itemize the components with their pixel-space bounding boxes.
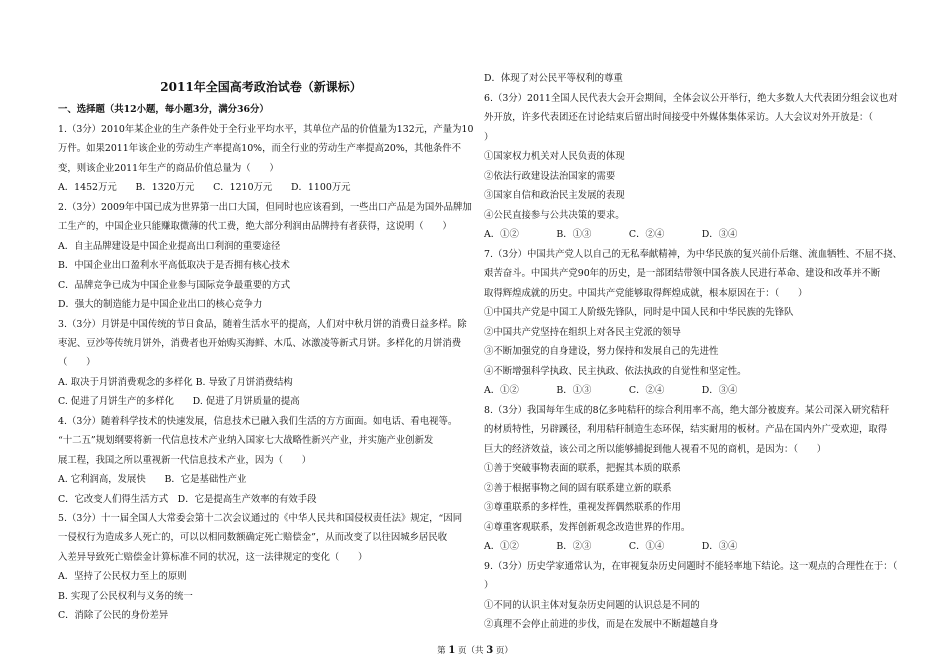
text-line: 的材质特性，另辟蹊径，利用秸秆制造生态环保，结实耐用的板材。产品在国内外广受欢迎，取得 (484, 424, 888, 435)
text-line: ③国家自信和政治民主发展的表现 (484, 190, 625, 201)
footer-suffix: 页（共 (457, 646, 484, 656)
text-line: 工生产的，中国企业只能赚取微薄的代工费，绝大部分利润由品牌持有者获得，这说明（ ） (58, 221, 452, 233)
text-line: ） (484, 580, 494, 591)
text-line: B．中国企业出口盈利水平高低取决于是否拥有核心技术 (58, 260, 290, 272)
text-line: A. 它利润高，发展快 B．它是基础性产业 (58, 474, 247, 486)
text-line: ②善于根据事物之间的固有联系建立新的联系 (484, 482, 672, 494)
text-line: C．品牌竞争已成为中国企业参与国际竞争最重要的方式 (58, 279, 291, 291)
text-line: 变，则该企业2011年生产的商品价值总量为（ ） (58, 162, 279, 174)
text-line: 7.（3分）中国共产党人以自己的无私奉献精神，为中华民族的复兴前仆后继、流血牺牲、不屈不挠、 (484, 248, 903, 260)
text-line: ④尊重客观联系，发挥创新观念改造世界的作用。 (484, 521, 691, 533)
footer-prefix: 第 (437, 646, 446, 656)
text-line: A．自主品牌建设是中国企业提高出口利润的重要途径 (58, 240, 281, 252)
text-line: ） (484, 131, 494, 143)
text-line: （ ） (58, 357, 96, 369)
text-line: C．消除了公民的身份差异 (58, 610, 169, 622)
text-line: 1.（3分）2010年某企业的生产条件处于全行业平均水平，其单位产品的价值量为132元，产量为10 (58, 124, 474, 135)
text-line: 入差异导致死亡赔偿金计算标准不同的状况，这一法律规定的变化（ ） (58, 551, 368, 563)
page-footer (0, 646, 950, 656)
text-line: ②真理不会停止前进的步伐，而是在发展中不断超越自身 (484, 619, 719, 630)
footer-end: 页） (495, 646, 513, 656)
text-line: ①不同的认识主体对复杂历史问题的认识总是不同的 (484, 599, 700, 611)
text-line: ①中国共产党是中国工人阶级先锋队，同时是中国人民和中华民族的先锋队 (484, 307, 794, 318)
footer-total-pages: 3 (486, 645, 494, 656)
text-line: A．①② B．①③ C．②④ D．③④ (484, 385, 738, 396)
text-line: D．体现了对公民平等权利的尊重 (484, 73, 623, 84)
footer-page-number: 1 (448, 645, 456, 656)
text-line: B. 实现了公民权利与义务的统一 (58, 590, 193, 602)
text-line: 9.（3分）历史学家通常认为，在审视复杂历史问题时不能轻率地下结论。这一观点的合理性在于：（ (484, 560, 898, 572)
text-line: 一侵权行为造成多人死亡的，可以以相同数额确定死亡赔偿金”，从而改变了以往因城乡居民收 (58, 532, 448, 544)
text-line: A．①② B．②③ C．①④ D．③④ (484, 541, 738, 552)
text-line: 艰苦奋斗。中国共产党90年的历史，是一部团结带领中国各族人民进行革命、建设和改革并不断 (484, 268, 881, 279)
text-line: ①国家权力机关对人民负责的体现 (484, 151, 625, 162)
text-line: C. 促进了月饼生产的多样化 D. 促进了月饼质量的提高 (58, 396, 300, 408)
text-line: 外开放，许多代表团还在讨论结束后留出时间接受中外媒体集体采访。人大会议对外开放是：（ (484, 112, 874, 123)
text-line: 取得辉煌成就的历史。中国共产党能够取得辉煌成就，根本原因在于：（ ） (484, 287, 808, 299)
text-line: 8.（3分）我国每年生成的8亿多吨秸秆的综合利用率不高，绝大部分被废弃。某公司深入研究秸秆 (484, 404, 890, 416)
text-line: 展工程，我国之所以重视新一代信息技术产业，因为（ ） (58, 454, 312, 466)
text-line: C．它改变人们得生活方式 D．它是提高生产效率的有效手段 (58, 493, 317, 505)
text-line: ③不断加强党的自身建设，努力保持和发展自己的先进性 (484, 346, 719, 357)
text-line: D．强大的制造能力是中国企业出口的核心竞争力 (58, 299, 263, 311)
text-line: ①善于突破事物表面的联系，把握其本质的联系 (484, 463, 681, 474)
text-line: ④公民直接参与公共决策的要求。 (484, 209, 625, 221)
text-line: A．①② B．①③ C．②④ D．③④ (484, 229, 738, 240)
text-line: A．坚持了公民权力至上的原则 (58, 571, 187, 583)
text-line: 2.（3分）2009年中国已成为世界第一出口大国，但同时也应该看到，一些出口产品是为国外品牌加 (58, 201, 472, 213)
text-line: 3.（3分）月饼是中国传统的节日食品，随着生活水平的提高，人们对中秋月饼的消费日益多样。除 (58, 318, 467, 330)
text-line: “十二五”规划纲要将新一代信息技术产业纳入国家七大战略性新兴产业，并实施产业创新发 (58, 435, 434, 447)
text-line: ③尊重联系的多样性，重视发挥偶然联系的作用 (484, 502, 681, 513)
text-line: ②依法行政建设法治国家的需要 (484, 170, 616, 182)
page-title: 2011年全国高考政治试卷（新课标） (160, 80, 362, 94)
text-line: ②中国共产党坚持在组织上对各民主党派的领导 (484, 326, 681, 338)
text-line: 5.（3分）十一届全国人大常委会第十二次会议通过的《中华人民共和国侵权责任法》规定，“因同 (58, 513, 463, 524)
text-line: A．1452万元 B．1320万元 C．1210万元 D．1100万元 (58, 182, 351, 194)
text-line: 6.（3分）2011全国人民代表大会开会期间，全体会议公开举行，绝大多数人大代表团分组会议也对 (484, 92, 898, 104)
text-line: 4.（3分）随着科学技术的快速发展，信息技术已融入我们生活的方方面面。如电话、看电视等。 (58, 415, 458, 427)
text-line: 万件。如果2011年该企业的劳动生产率提高10%，而全行业的劳动生产率提高20%，其他条件不 (58, 143, 462, 155)
text-line: A. 取决于月饼消费观念的多样化 B. 导致了月饼消费结构 (58, 376, 293, 388)
text-line: ④不断增强科学执政、民主执政、依法执政的自觉性和坚定性。 (484, 365, 747, 377)
text-line: 枣泥、豆沙等传统月饼外，消费者也开始购买海鲜、木瓜、冰激凌等新式月饼。多样化的月饼消费 (58, 337, 462, 349)
section-heading: 一、选择题（共12小题，每小题3分，满分36分） (58, 104, 269, 115)
text-line: 巨大的经济效益，该公司之所以能够捕捉到他人视看不见的商机，是因为：（ ） (484, 443, 827, 455)
